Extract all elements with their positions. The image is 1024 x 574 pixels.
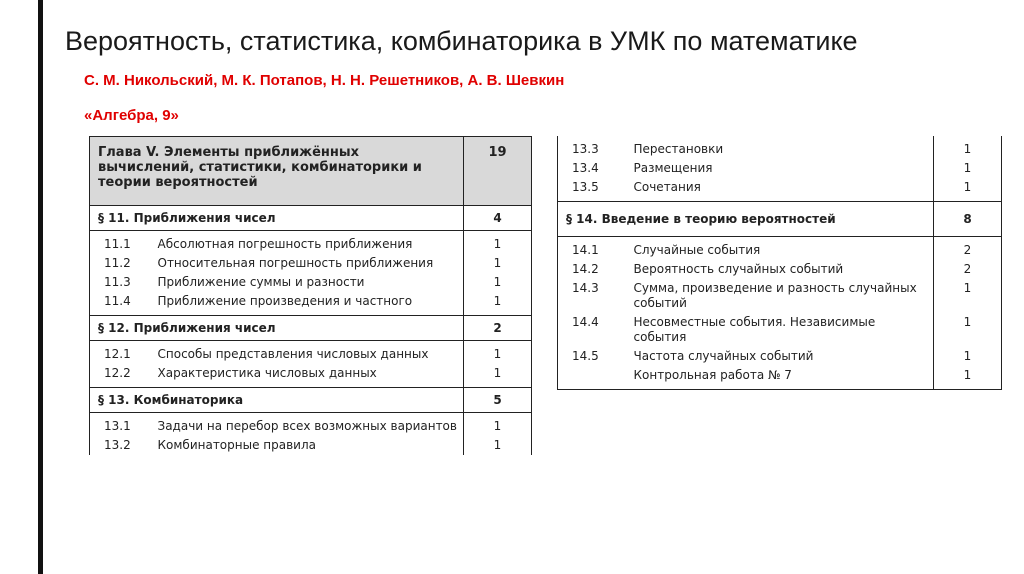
topic-number: 12.1 [104, 347, 131, 361]
topic-hours: 1 [464, 231, 532, 255]
table-row [558, 313, 1002, 347]
topic-number: 14.1 [572, 243, 599, 257]
table-row [90, 413, 532, 437]
topic-number: 14.3 [572, 281, 599, 295]
topic-number: 13.2 [104, 438, 131, 452]
topic-title: Сумма, произведение и разность случайных событий [633, 281, 917, 310]
topic-number: 12.2 [104, 366, 131, 380]
section-row [558, 202, 1002, 237]
table-row [558, 260, 1002, 279]
section-hours: 5 [464, 388, 532, 413]
table-row [90, 341, 532, 365]
topic-title: Несовместные события. Независимые события [633, 315, 876, 344]
topic-title: Характеристика числовых данных [157, 366, 377, 380]
section-hours: 2 [464, 316, 532, 341]
topic-hours: 1 [934, 136, 1002, 159]
topic-hours: 2 [934, 260, 1002, 279]
topic-hours: 1 [934, 178, 1002, 202]
topic-hours: 1 [464, 436, 532, 455]
topic-hours: 2 [934, 237, 1002, 261]
topic-hours: 1 [464, 254, 532, 273]
section-hours: 8 [934, 202, 1002, 237]
section-row [90, 206, 532, 231]
table-row [558, 159, 1002, 178]
topic-number: 11.2 [104, 256, 131, 270]
topic-number: 14.4 [572, 315, 599, 329]
topic-number: 13.5 [572, 180, 599, 194]
topic-hours: 1 [464, 292, 532, 316]
section-title: § 11. Приближения чисел [90, 206, 464, 231]
topic-hours: 1 [934, 313, 1002, 347]
topic-hours: 1 [934, 347, 1002, 366]
table-row [90, 254, 532, 273]
section-row [90, 388, 532, 413]
table-row [558, 237, 1002, 261]
topic-number: 14.5 [572, 349, 599, 363]
table-row [90, 292, 532, 316]
topic-number: 13.1 [104, 419, 131, 433]
table-row [558, 347, 1002, 366]
book-title: «Алгебра, 9» [84, 107, 179, 124]
authors-line: С. М. Никольский, М. К. Потапов, Н. Н. Решетников, А. В. Шевкин [84, 72, 565, 89]
topic-number: 11.4 [104, 294, 131, 308]
topic-hours: 1 [934, 366, 1002, 390]
table-row [558, 178, 1002, 202]
topic-title: Сочетания [633, 180, 701, 194]
topic-number: 13.4 [572, 161, 599, 175]
topic-hours: 1 [464, 341, 532, 365]
section-hours: 4 [464, 206, 532, 231]
table-row [90, 273, 532, 292]
left-accent-bar [38, 0, 43, 574]
table-row [90, 436, 532, 455]
topic-number: 11.1 [104, 237, 131, 251]
topic-hours: 1 [464, 413, 532, 437]
topic-hours: 1 [934, 279, 1002, 313]
curriculum-table-left [89, 136, 532, 455]
topic-title: Вероятность случайных событий [633, 262, 844, 276]
topic-title: Приближение произведения и частного [157, 294, 413, 308]
section-title: § 12. Приближения чисел [90, 316, 464, 341]
topic-number [558, 366, 628, 390]
topic-title: Контрольная работа № 7 [633, 368, 792, 382]
table-row [558, 279, 1002, 313]
topic-hours: 1 [934, 159, 1002, 178]
topic-title: Перестановки [633, 142, 724, 156]
curriculum-table-right [557, 136, 1002, 390]
topic-title: Задачи на перебор всех возможных вариантов [157, 419, 457, 433]
topic-title: Относительная погрешность приближения [157, 256, 434, 270]
topic-title: Абсолютная погрешность приближения [157, 237, 413, 251]
chapter-header-row [90, 137, 532, 206]
table-row [558, 366, 1002, 390]
topic-number: 11.3 [104, 275, 131, 289]
topic-title: Комбинаторные правила [157, 438, 316, 452]
table-row [90, 364, 532, 388]
topic-number: 13.3 [572, 142, 599, 156]
topic-title: Частота случайных событий [633, 349, 814, 363]
section-title: § 14. Введение в теорию вероятностей [558, 202, 934, 237]
chapter-hours: 19 [464, 137, 532, 206]
section-title: § 13. Комбинаторика [90, 388, 464, 413]
topic-title: Способы представления числовых данных [157, 347, 429, 361]
table-row [90, 231, 532, 255]
topic-number: 14.2 [572, 262, 599, 276]
topic-title: Случайные события [633, 243, 761, 257]
topic-hours: 1 [464, 273, 532, 292]
topic-title: Приближение суммы и разности [157, 275, 365, 289]
slide-title: Вероятность, статистика, комбинаторика в УМК по математике [65, 26, 858, 56]
chapter-title: Глава V. Элементы приближённых вычислений, статистики, комбинаторики и теории вероятностей [90, 137, 464, 206]
table-row [558, 136, 1002, 159]
section-row [90, 316, 532, 341]
topic-hours: 1 [464, 364, 532, 388]
topic-title: Размещения [633, 161, 713, 175]
